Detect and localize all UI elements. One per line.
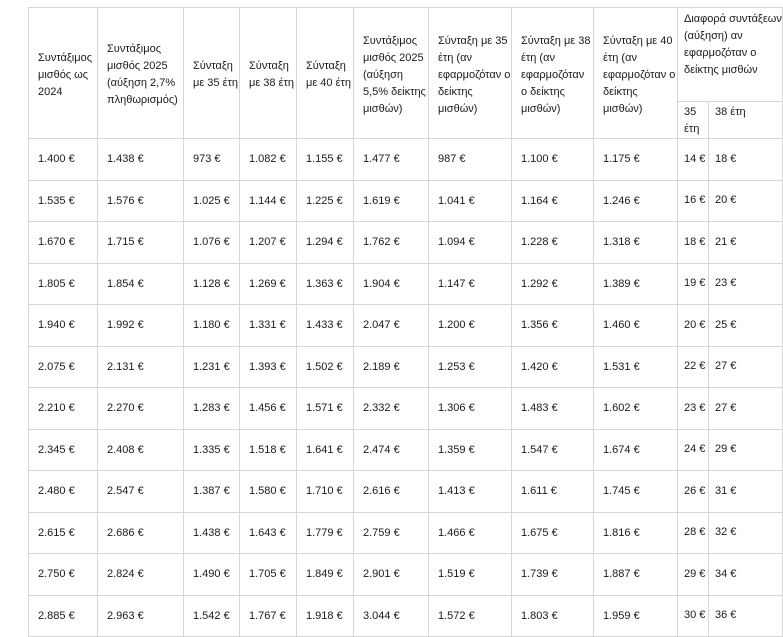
header-pension-difference: Διαφορά συντάξεων (αύξηση) αν εφαρμοζόταν ο δείκτης μισθών (678, 8, 783, 102)
table-cell: 1.477 € (354, 139, 429, 181)
table-cell: 34 € (709, 554, 783, 596)
table-cell: 1.816 € (594, 512, 678, 554)
table-cell: 1.292 € (512, 263, 594, 305)
table-cell: 1.144 € (240, 180, 297, 222)
table-cell: 1.466 € (429, 512, 512, 554)
header-pension-40-wage-index: Σύνταξη με 40 έτη (αν εφαρμοζόταν ο δείκτης μισθών) (594, 8, 678, 139)
table-cell: 1.715 € (98, 222, 184, 264)
table-row (29, 139, 783, 181)
subheader-diff-38: 38 έτη (709, 102, 783, 139)
table-cell: 1.231 € (184, 346, 240, 388)
header-pension-38-wage-index: Σύνταξη με 38 έτη (αν εφαρμοζόταν ο δείκτης μισθών) (512, 8, 594, 139)
table-cell: 1.602 € (594, 388, 678, 430)
table-cell: 1.745 € (594, 471, 678, 513)
table-cell: 2.189 € (354, 346, 429, 388)
table-row (29, 305, 783, 347)
table-cell: 1.041 € (429, 180, 512, 222)
table-cell: 1.200 € (429, 305, 512, 347)
table-cell: 2.210 € (29, 388, 98, 430)
table-cell: 1.992 € (98, 305, 184, 347)
table-cell: 1.356 € (512, 305, 594, 347)
table-cell: 29 € (709, 429, 783, 471)
header-salary-2025-inflation: Συντάξιμος μισθός 2025 (αύξηση 2,7% πληθωρισμός) (98, 8, 184, 139)
table-cell: 1.490 € (184, 554, 240, 596)
table-cell: 1.542 € (184, 595, 240, 637)
table-cell: 1.269 € (240, 263, 297, 305)
table-cell: 1.246 € (594, 180, 678, 222)
table-cell: 2.963 € (98, 595, 184, 637)
table-cell: 21 € (709, 222, 783, 264)
table-cell: 1.387 € (184, 471, 240, 513)
table-cell: 1.294 € (297, 222, 354, 264)
table-cell: 32 € (709, 512, 783, 554)
table-cell: 25 € (709, 305, 783, 347)
table-cell: 18 € (709, 139, 783, 181)
table-cell: 1.082 € (240, 139, 297, 181)
header-pension-40: Σύνταξη με 40 έτη (297, 8, 354, 139)
table-cell: 1.531 € (594, 346, 678, 388)
table-cell: 1.580 € (240, 471, 297, 513)
table-cell: 1.710 € (297, 471, 354, 513)
table-cell: 1.438 € (98, 139, 184, 181)
table-cell: 2.131 € (98, 346, 184, 388)
table-cell: 31 € (709, 471, 783, 513)
table-cell: 1.959 € (594, 595, 678, 637)
table-cell: 1.547 € (512, 429, 594, 471)
table-cell: 1.641 € (297, 429, 354, 471)
table-cell: 1.335 € (184, 429, 240, 471)
table-cell: 2.885 € (29, 595, 98, 637)
table-cell: 1.518 € (240, 429, 297, 471)
table-cell: 1.389 € (594, 263, 678, 305)
table-cell: 27 € (709, 346, 783, 388)
table-body (29, 139, 783, 637)
table-cell: 2.480 € (29, 471, 98, 513)
table-cell: 1.460 € (594, 305, 678, 347)
table-cell: 1.076 € (184, 222, 240, 264)
table-cell: 3.044 € (354, 595, 429, 637)
table-cell: 28 € (678, 512, 709, 554)
pension-table (28, 7, 783, 637)
table-cell: 2.547 € (98, 471, 184, 513)
table-row (29, 388, 783, 430)
table-cell: 1.572 € (429, 595, 512, 637)
table-cell: 1.225 € (297, 180, 354, 222)
table-cell: 1.318 € (594, 222, 678, 264)
table-cell: 2.615 € (29, 512, 98, 554)
table-row (29, 595, 783, 637)
table-cell: 20 € (709, 180, 783, 222)
table-cell: 1.433 € (297, 305, 354, 347)
table-cell: 1.940 € (29, 305, 98, 347)
table-cell: 973 € (184, 139, 240, 181)
table-cell: 1.705 € (240, 554, 297, 596)
table-cell: 20 € (678, 305, 709, 347)
header-pension-38: Σύνταξη με 38 έτη (240, 8, 297, 139)
table-cell: 1.849 € (297, 554, 354, 596)
table-cell: 1.147 € (429, 263, 512, 305)
table-cell: 987 € (429, 139, 512, 181)
table-cell: 1.420 € (512, 346, 594, 388)
table-cell: 2.824 € (98, 554, 184, 596)
table-cell: 1.180 € (184, 305, 240, 347)
table-cell: 27 € (709, 388, 783, 430)
subheader-diff-35: 35 έτη (678, 102, 709, 139)
table-cell: 1.438 € (184, 512, 240, 554)
table-cell: 1.207 € (240, 222, 297, 264)
table-cell: 1.483 € (512, 388, 594, 430)
table-row (29, 346, 783, 388)
table-cell: 29 € (678, 554, 709, 596)
table-cell: 1.155 € (297, 139, 354, 181)
table-cell: 26 € (678, 471, 709, 513)
table-cell: 1.739 € (512, 554, 594, 596)
table-cell: 1.363 € (297, 263, 354, 305)
table-row (29, 554, 783, 596)
table-cell: 1.100 € (512, 139, 594, 181)
table-cell: 1.535 € (29, 180, 98, 222)
table-cell: 30 € (678, 595, 709, 637)
table-cell: 2.901 € (354, 554, 429, 596)
table-cell: 1.400 € (29, 139, 98, 181)
table-cell: 2.270 € (98, 388, 184, 430)
table-cell: 1.762 € (354, 222, 429, 264)
table-cell: 1.175 € (594, 139, 678, 181)
table-cell: 1.502 € (297, 346, 354, 388)
table-cell: 2.686 € (98, 512, 184, 554)
table-cell: 1.456 € (240, 388, 297, 430)
table-cell: 1.413 € (429, 471, 512, 513)
table-cell: 23 € (678, 388, 709, 430)
table-cell: 1.393 € (240, 346, 297, 388)
table-cell: 19 € (678, 263, 709, 305)
table-cell: 1.675 € (512, 512, 594, 554)
table-cell: 24 € (678, 429, 709, 471)
table-cell: 1.359 € (429, 429, 512, 471)
table-row (29, 471, 783, 513)
table-cell: 36 € (709, 595, 783, 637)
table-cell: 1.803 € (512, 595, 594, 637)
table-cell: 2.616 € (354, 471, 429, 513)
table-cell: 1.611 € (512, 471, 594, 513)
table-row (29, 263, 783, 305)
table-cell: 1.904 € (354, 263, 429, 305)
header-salary-2024: Συντάξιμος μισθός ως 2024 (29, 8, 98, 139)
table-cell: 1.331 € (240, 305, 297, 347)
table-cell: 1.779 € (297, 512, 354, 554)
table-cell: 16 € (678, 180, 709, 222)
table-cell: 1.887 € (594, 554, 678, 596)
table-cell: 1.854 € (98, 263, 184, 305)
table-cell: 1.805 € (29, 263, 98, 305)
table-cell: 1.767 € (240, 595, 297, 637)
table-cell: 2.759 € (354, 512, 429, 554)
table-cell: 1.094 € (429, 222, 512, 264)
header-salary-2025-wage-index: Συντάξιμος μισθός 2025 (αύξηση 5,5% δείκτης μισθών) (354, 8, 429, 139)
table-cell: 1.128 € (184, 263, 240, 305)
table-cell: 2.047 € (354, 305, 429, 347)
table-cell: 1.228 € (512, 222, 594, 264)
table-cell: 1.519 € (429, 554, 512, 596)
table-cell: 1.025 € (184, 180, 240, 222)
table-cell: 1.619 € (354, 180, 429, 222)
table-row (29, 222, 783, 264)
table-cell: 14 € (678, 139, 709, 181)
table-cell: 2.408 € (98, 429, 184, 471)
table-cell: 2.332 € (354, 388, 429, 430)
table-cell: 1.306 € (429, 388, 512, 430)
table-cell: 1.576 € (98, 180, 184, 222)
table-cell: 1.571 € (297, 388, 354, 430)
table-cell: 2.474 € (354, 429, 429, 471)
table-cell: 2.750 € (29, 554, 98, 596)
table-cell: 1.670 € (29, 222, 98, 264)
table-row (29, 429, 783, 471)
table-cell: 1.283 € (184, 388, 240, 430)
table-cell: 2.075 € (29, 346, 98, 388)
header-pension-35: Σύνταξη με 35 έτη (184, 8, 240, 139)
table-cell: 1.918 € (297, 595, 354, 637)
header-pension-35-wage-index: Σύνταξη με 35 έτη (αν εφαρμοζόταν ο δείκτης μισθών) (429, 8, 512, 139)
table-cell: 18 € (678, 222, 709, 264)
table-cell: 1.643 € (240, 512, 297, 554)
table-cell: 1.164 € (512, 180, 594, 222)
table-cell: 22 € (678, 346, 709, 388)
table-cell: 1.253 € (429, 346, 512, 388)
table-container (28, 7, 782, 633)
table-row (29, 512, 783, 554)
table-cell: 23 € (709, 263, 783, 305)
table-cell: 1.674 € (594, 429, 678, 471)
table-cell: 2.345 € (29, 429, 98, 471)
table-row (29, 180, 783, 222)
